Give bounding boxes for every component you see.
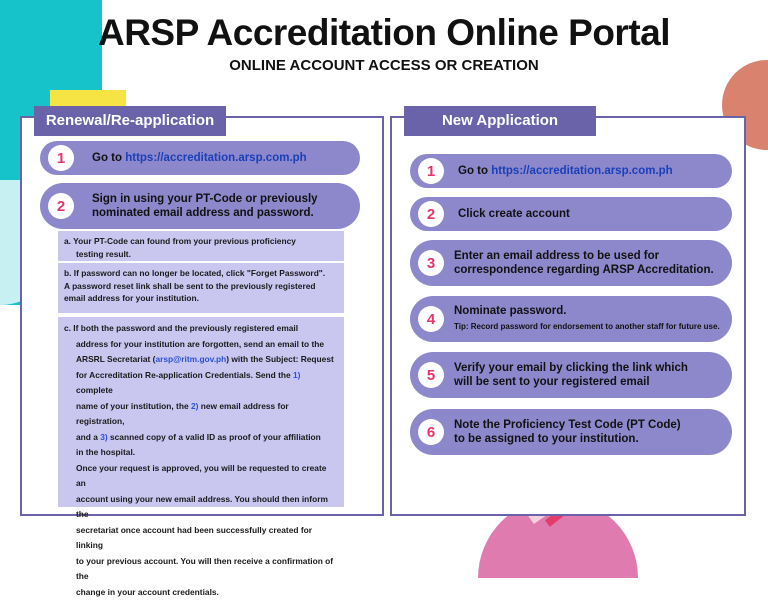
note-text: ) with the Subject: Request <box>226 354 334 364</box>
renewal-step-1 <box>40 141 360 175</box>
note-text: for Accreditation Re-application Credentials. Send the <box>76 370 293 380</box>
step-text: Verify your email by clicking the link which <box>454 361 688 375</box>
note-number: 2) <box>191 401 198 411</box>
renewal-step-2 <box>40 183 360 229</box>
step-tip: Tip: Record password for endorsement to another staff for future use. <box>454 320 720 334</box>
step-text: nominated email address and password. <box>92 206 318 220</box>
note-text: secretariat once account had been successfully created for linking <box>64 523 338 554</box>
step-number: 2 <box>418 201 444 227</box>
step-number: 4 <box>418 306 444 332</box>
note-text: in the hospital. <box>64 445 338 461</box>
step-text: Enter an email address to be used for <box>454 249 714 263</box>
note-text: a. Your PT-Code can found from your previous proficiency <box>64 235 338 248</box>
note-number: 1) <box>293 370 300 380</box>
note-text: account using your new email address. You should then inform the <box>64 492 338 523</box>
note-text: Once your request is approved, you will be requested to create an <box>64 461 338 492</box>
note-text: ARSRL Secretariat ( <box>76 354 155 364</box>
new-step-6 <box>410 409 732 455</box>
new-step-4 <box>410 296 732 342</box>
new-step-2 <box>410 197 732 231</box>
step-text: Go to <box>92 152 125 164</box>
note-text: testing result. <box>64 248 338 261</box>
new-step-5 <box>410 352 732 398</box>
step-number: 2 <box>48 193 74 219</box>
step-text: will be sent to your registered email <box>454 375 688 389</box>
step-number: 3 <box>418 250 444 276</box>
step-text: Go to <box>458 165 491 177</box>
page-title: ARSP Accreditation Online Portal <box>0 12 768 54</box>
secretariat-email-link[interactable]: arsp@ritm.gov.ph <box>155 354 226 364</box>
note-a <box>58 231 344 261</box>
note-text: email address for your institution. <box>64 292 338 305</box>
note-text: A password reset link shall be sent to the previously registered <box>64 280 338 293</box>
step-text: Nominate password. <box>454 304 720 318</box>
renewal-tab: Renewal/Re-application <box>34 106 226 136</box>
step-text: Note the Proficiency Test Code (PT Code) <box>454 418 681 432</box>
note-text: and a <box>76 432 100 442</box>
note-text: name of your institution, the <box>76 401 191 411</box>
portal-link[interactable]: https://accreditation.arsp.com.ph <box>125 152 306 164</box>
note-text: complete <box>76 385 113 395</box>
page-subtitle: ONLINE ACCOUNT ACCESS OR CREATION <box>0 57 768 74</box>
note-b <box>58 263 344 313</box>
step-text: to be assigned to your institution. <box>454 432 681 446</box>
note-text: change in your account credentials. <box>64 585 338 600</box>
note-text: c. If both the password and the previously registered email <box>64 321 338 337</box>
new-application-tab: New Application <box>404 106 596 136</box>
note-text: new email address for registration, <box>76 401 289 427</box>
note-number: 3) <box>100 432 107 442</box>
note-text: b. If password can no longer be located, click "Forget Password". <box>64 267 338 280</box>
step-number: 1 <box>48 145 74 171</box>
note-text: address for your institution are forgotten, send an email to the <box>64 337 338 353</box>
note-text: to your previous account. You will then receive a confirmation of the <box>64 554 338 585</box>
new-step-1 <box>410 154 732 188</box>
step-text: Click create account <box>458 207 570 221</box>
portal-link[interactable]: https://accreditation.arsp.com.ph <box>491 165 672 177</box>
note-text: scanned copy of a valid ID as proof of your affiliation <box>108 432 321 442</box>
step-text: Sign in using your PT-Code or previously <box>92 192 318 206</box>
step-number: 1 <box>418 158 444 184</box>
step-number: 5 <box>418 362 444 388</box>
note-c <box>58 317 344 507</box>
new-step-3 <box>410 240 732 286</box>
step-text: correspondence regarding ARSP Accreditation. <box>454 263 714 277</box>
step-number: 6 <box>418 419 444 445</box>
